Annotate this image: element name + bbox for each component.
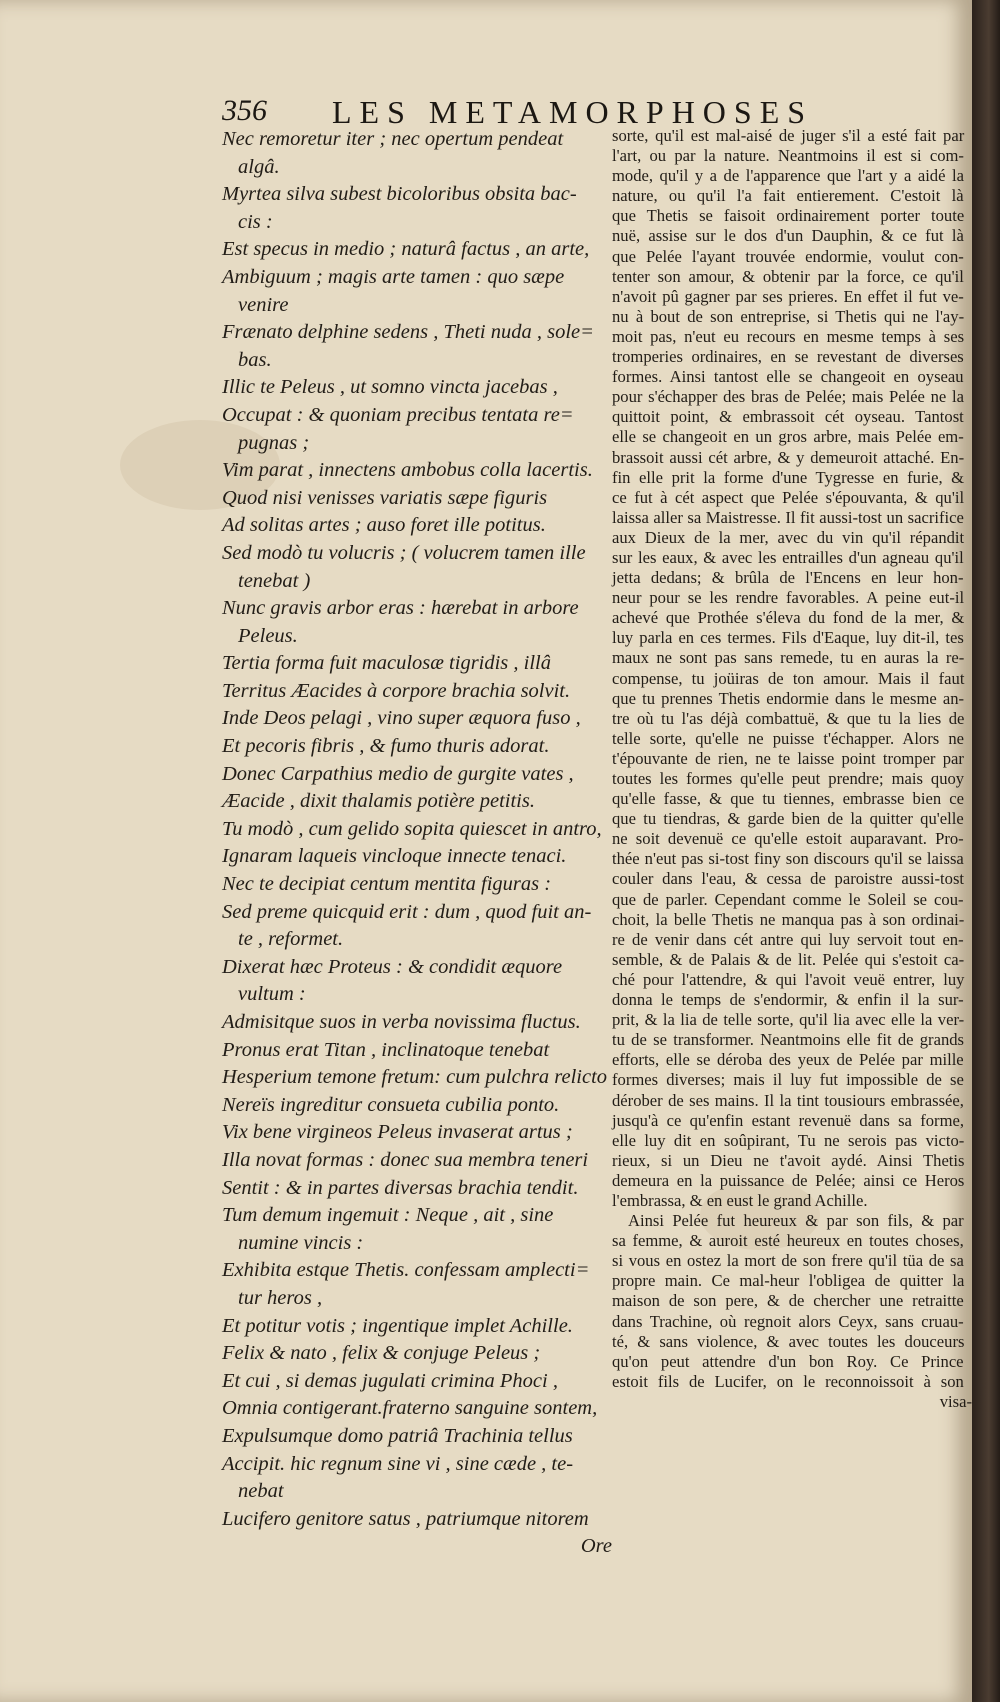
french-prose-line: té, & sans violence, & avec toutes les douceurs [612, 1331, 965, 1351]
latin-verse-line: Sed preme quicquid erit : dum , quod fuit an- [222, 900, 592, 923]
french-prose-line: sa femme, & auroit esté heureux en toutes choses, [612, 1231, 964, 1251]
latin-verse-line: Peleus. [238, 624, 298, 647]
latin-verse-line: vultum : [238, 983, 306, 1006]
latin-verse-line: cis : [238, 210, 273, 233]
latin-verse-line: tenebat ) [238, 569, 311, 592]
french-prose-line: formes. Ainsi tantost elle se changeoit en oyseau [612, 367, 964, 387]
french-prose-line: que Pelée l'ayant trouvée endormie, voulut con- [612, 246, 964, 266]
latin-verse-line: Donec Carpathius medio de gurgite vates , [222, 762, 574, 785]
latin-verse-line: Et potitur votis ; ingentique implet Achille. [222, 1314, 573, 1337]
latin-verse-line: Lucifero genitore satus , patriumque nitorem [222, 1507, 589, 1530]
french-prose-line: quittoit point, & embrassoit cét oyseau. Tantost [612, 407, 964, 427]
french-prose-line: que Thetis se faisoit ordinairement porter toute [612, 206, 965, 226]
latin-verse-column [222, 126, 612, 1561]
french-prose-line: dans Trachine, où regnoit alors Ceyx, sans cruau- [612, 1311, 964, 1331]
french-prose-line: re de venir dans cét antre qui luy servoit tout en- [612, 929, 964, 949]
latin-verse-line: Myrtea silva subest bicoloribus obsita bac- [222, 183, 577, 206]
running-title: LES METAMORPHOSES [332, 94, 814, 130]
french-prose-line: sur les eaux, & avec les entrailles d'un agneau qu'il [612, 547, 964, 567]
latin-verse-line: Vix bene virgineos Peleus invaserat artus ; [222, 1121, 573, 1144]
latin-verse-line: tur heros , [238, 1286, 323, 1309]
latin-verse-line: Tu modò , cum gelido sopita quiescet in antro, [222, 817, 602, 840]
french-prose-line: dérober de ses mains. Il la tint tousiours embrassée, [612, 1090, 964, 1110]
french-prose-line: que tu tiendras, & garde bien de la quitter qu'elle [612, 809, 964, 829]
latin-verse-line: Exhibita estque Thetis. confessam amplecti= [222, 1259, 590, 1282]
latin-verse-line: algâ. [238, 155, 280, 178]
french-prose-line: jusqu'à ce qu'enfin estant revenuë dans sa forme, [612, 1110, 964, 1130]
french-prose-line: donna le temps de s'endormir, & enfin il la sur- [612, 990, 964, 1010]
latin-verse-line: Dixerat hæc Proteus : & condidit æquore [222, 955, 563, 978]
latin-verse-line: Ignaram laqueis vincloque innecte tenaci. [222, 845, 567, 868]
latin-verse-line: Nec remoretur iter ; nec opertum pendeat [222, 128, 564, 150]
french-prose-line: tre où tu l'as déjà combattuë, & que tu la lies de [612, 708, 965, 728]
latin-verse-line: Illa novat formas : donec sua membra teneri [222, 1148, 589, 1171]
latin-verse-line: Nunc gravis arbor eras : hærebat in arbore [222, 597, 579, 620]
latin-verse-line: Vim parat , innectens ambobus colla lacertis. [222, 459, 593, 482]
french-prose-line: telle sorte, qu'elle ne puisse t'échapper. Alors ne [612, 728, 965, 748]
french-prose-line: visa- [939, 1391, 972, 1411]
french-prose-line: ce fut à cét aspect que Pelée s'épouvanta, & qu'il [612, 487, 965, 507]
french-prose-line: maux ne sont pas sans remede, tu en auras la re- [612, 648, 965, 668]
latin-verse-line: Et cui , si demas jugulati crimina Phoci , [222, 1369, 558, 1392]
french-prose-line: n'avoit pû gagner par ses prieres. En effet il fut ve- [612, 286, 964, 306]
latin-verse-line: Admisitque suos in verba novissima fluctus. [222, 1011, 581, 1033]
latin-verse-line: Ambiguum ; magis arte tamen : quo sæpe [222, 265, 565, 288]
french-prose-line: moit pas, n'eut eu recours en mesme temps à ses [612, 326, 965, 346]
french-prose-line: nu à bout de son entreprise, si Thetis qui ne l'ay- [612, 306, 965, 326]
french-prose-line: elle se changeoit en un gros arbre, mais Pelée em- [612, 427, 964, 447]
french-prose-line: laissa aller sa Maistresse. Il fit aussi-tost un sacrifice [612, 507, 964, 527]
french-prose-line: elle luy dit en soûpirant, Tu ne serois pas victo- [612, 1130, 965, 1150]
french-prose-line: luy parla en ces termes. Fils d'Eaque, luy dit-il, tes [612, 628, 964, 648]
latin-verse-line: Occupat : & quoniam precibus tentata re= [222, 403, 574, 426]
latin-verse-line: Nereïs ingreditur consueta cubilia ponto. [222, 1093, 560, 1116]
french-prose-line: qu'on peut attendre d'un bon Roy. Ce Prince [612, 1351, 964, 1371]
latin-verse-line: nebat [238, 1480, 284, 1503]
french-prose-column [612, 126, 972, 1412]
french-prose-line: si vous en ostez la mort de son frere qu'il tüa de sa [612, 1251, 964, 1271]
latin-verse-line: Inde Deos pelagi , vino super æquora fuso , [222, 707, 581, 730]
french-prose-line: tu de se transformer. Neantmoins elle fit de grands [612, 1030, 965, 1050]
french-prose-line: semble, & de Palais & de lit. Pelée qui s'estoit ca- [612, 949, 965, 969]
latin-verse-line: Ore [580, 1535, 612, 1558]
latin-verse-line: Quod nisi venisses variatis sæpe figuris [222, 486, 548, 509]
french-prose-line: aux Dieux de la mer, avec du vin qu'il répandit [612, 527, 965, 547]
french-prose-line: efforts, elle se déroba des yeux de Pelée par mille [612, 1050, 964, 1070]
french-prose-line: rieux, si un Dieu ne t'avoit aydé. Ainsi Thetis [612, 1150, 965, 1170]
latin-verse-line: Illic te Peleus , ut somno vincta jacebas , [222, 376, 558, 399]
latin-verse-line: Expulsumque domo patriâ Trachinia tellus [222, 1424, 573, 1447]
latin-verse-line: Tertia forma fuit maculosæ tigridis , illâ [222, 652, 552, 675]
french-prose-line: qu'elle fasse, & que tu tiennes, embrasse bien ce [612, 789, 965, 809]
french-prose-line: compense, tu joüiras de ton amour. Mais il faut [612, 668, 965, 688]
french-prose-line: tromperies ordinaires, en se revestant de diverses [612, 347, 964, 367]
french-prose-line: toutes les formes qu'elle peut prendre; mais quoy [612, 769, 965, 788]
french-prose-line: couler dans l'eau, & cessa de paroistre aussi-tost [612, 869, 965, 889]
french-prose-line: tenter son amour, & obtenir par la force, ce qu'il [612, 266, 964, 286]
french-prose-line: prit, & la lia de telle sorte, qu'il lia avec elle la ver- [612, 1010, 965, 1030]
latin-verse-line: Accipit. hic regnum sine vi , sine cæde , te- [222, 1452, 574, 1475]
latin-verse-line: venire [238, 293, 289, 316]
latin-verse-line: numine vincis : [238, 1231, 364, 1254]
french-prose-line: estoit fils de Lucifer, on le reconnoissoit à son [612, 1371, 964, 1391]
french-prose-line: fin elle prit la forme d'une Tygresse en furie, & [612, 467, 965, 487]
french-prose-line: nature, ou qu'il l'a fait entierement. C'estoit là [612, 186, 964, 206]
latin-verse-line: Et pecoris fibris , & fumo thuris adorat. [222, 735, 550, 758]
latin-verse-line: Sentit : & in partes diversas brachia tendit. [222, 1176, 579, 1199]
french-prose-line: thée n'eut pas si-tost finy son discours qu'il se laissa [612, 849, 964, 869]
french-prose-line: l'embrassa, & en eust le grand Achille. [612, 1190, 868, 1210]
latin-verse-line: Hesperium temone fretum: cum pulchra relicto [222, 1066, 608, 1089]
latin-verse-line: Omnia contigerant.fraterno sanguine sontem, [222, 1397, 598, 1420]
french-prose-line: l'art, ou par la nature. Neantmoins il est si com- [612, 146, 964, 166]
latin-verse-line: Est specus in medio ; naturâ factus , an arte, [222, 238, 590, 261]
french-prose-line: que tu prennes Thetis endormie dans le mesme an- [612, 688, 965, 708]
french-prose-line: nuë, assise sur le dos d'un Dauphin, & ce fut là [612, 226, 964, 246]
french-prose-line: neur pour se les rendre favorables. A peine eut-il [612, 588, 965, 608]
latin-verse-line: Frænato delphine sedens , Theti nuda , sole= [222, 321, 594, 344]
french-prose-line: ché pour l'attendre, & qui l'avoit veuë entrer, luy [612, 969, 965, 989]
latin-verse-line: bas. [238, 348, 272, 371]
french-prose-line: mode, qu'il y a de l'apparence que l'art y a aidé la [612, 166, 964, 186]
latin-verse-line: Territus Æacides à corpore brachia solvit. [222, 679, 571, 702]
french-prose-line: formes diverses; mais il luy fut impossible de se [612, 1070, 964, 1090]
latin-verse-line: pugnas ; [238, 431, 310, 454]
french-prose-line: t'épouvante de rien, ne te laisse point tromper par [612, 748, 964, 768]
latin-verse-line: Pronus erat Titan , inclinatoque tenebat [222, 1038, 550, 1061]
latin-verse-line: Nec te decipiat centum mentita figuras : [222, 873, 552, 896]
page-number: 356 [222, 94, 267, 127]
french-prose-line: achevé que Prothée s'éleva du fond de la mer, & [612, 608, 965, 628]
latin-verse-line: Ad solitas artes ; auso foret ille potitus. [222, 514, 546, 537]
french-prose-line: que de parler. Cependant comme le Soleil se cou- [612, 889, 964, 909]
french-prose-line: propre main. Ce mal-heur l'obligea de quitter la [612, 1271, 965, 1291]
french-prose-line: ne soit devenuë ce qu'elle estoit auparavant. Pro- [612, 829, 964, 849]
french-prose-line: Ainsi Pelée fut heureux & par son fils, & par [628, 1211, 964, 1231]
latin-verse-line: Æacide , dixit thalamis potière petitis. [222, 790, 535, 813]
french-prose-line: demeura en la puissance de Pelée; ainsi ce Heros [612, 1170, 965, 1190]
french-prose-line: brassoit aussi cét arbre, & y demeuroit attaché. En- [612, 447, 965, 467]
latin-verse-line: Felix & nato , felix & conjuge Peleus ; [222, 1342, 541, 1365]
latin-verse-line: te , reformet. [238, 928, 344, 951]
french-prose-line: jetta dedans; & brûla de l'Encens en leur hon- [612, 568, 964, 588]
latin-verse-line: Tum demum ingemuit : Neque , ait , sine [222, 1204, 554, 1227]
french-prose-line: pour s'échapper des bras de Pelée; mais Pelée ne la [612, 387, 964, 407]
french-prose-line: choit, la belle Thetis ne manqua pas à son ordinai- [612, 909, 965, 929]
french-prose-line: sorte, qu'il est mal-aisé de juger s'il a esté fait par [612, 126, 965, 145]
book-gutter [972, 0, 1000, 1702]
french-prose-line: maison de son pere, & de chercher une retraitte [612, 1291, 964, 1311]
latin-verse-line: Sed modò tu volucris ; ( volucrem tamen ille [222, 541, 586, 564]
